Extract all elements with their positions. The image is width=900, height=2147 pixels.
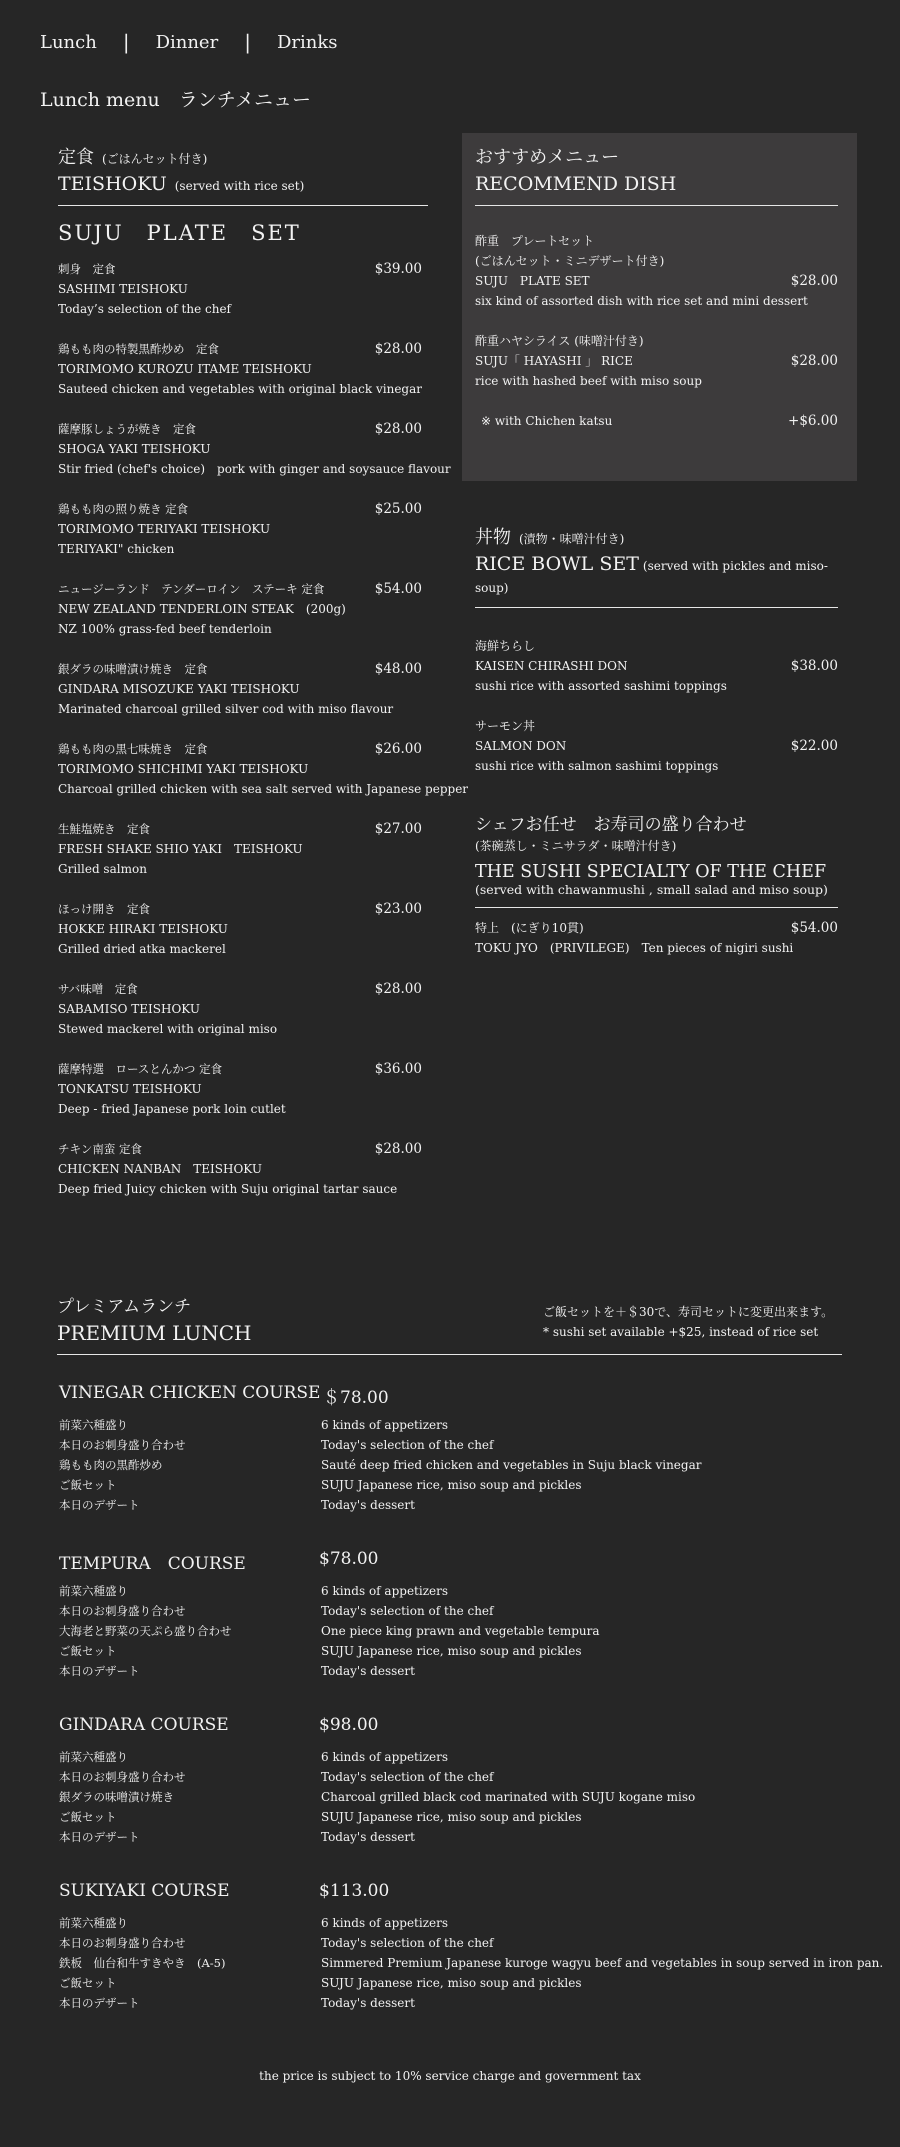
course-item-jp: 本日のお刺身盛り合わせ [59,1770,186,1784]
item-en-name: TONKATSU TEISHOKU [58,1082,202,1096]
teishoku-en-title: TEISHOKU [58,173,167,195]
item-jp-name: 酢重 プレートセット [475,234,595,248]
course-item-jp: ご飯セット [59,1976,117,1990]
course-item-jp: 前菜六種盛り [59,1584,128,1598]
section-title-jp [58,143,428,169]
item-en-name: SALMON DON [475,739,567,753]
premium-en-title: PREMIUM LUNCH [57,1321,252,1345]
item-en-name: KAISEN CHIRASHI DON [475,659,628,673]
item-description: sushi rice with assorted sashimi toppings [475,679,727,693]
menu-item [58,1059,428,1119]
item-price: $54.00 [790,920,838,936]
teishoku-list [58,259,469,1199]
sushi-section [475,810,838,958]
course-item-en: One piece king prawn and vegetable tempura [321,1624,600,1638]
teishoku-section [58,143,469,1199]
divider [57,1354,842,1355]
item-jp-name: チキン南蛮 定食 [58,1142,143,1156]
item-description: Marinated charcoal grilled silver cod with miso flavour [58,702,394,716]
course-price: ＄78.00 [323,1388,389,1408]
item-price: $39.00 [374,261,422,277]
teishoku-en-subtitle: (served with rice set) [174,179,305,193]
course-item-en: SUJU Japanese rice, miso soup and pickles [321,1810,582,1824]
course-price: $98.00 [319,1715,379,1735]
course-block [57,1881,884,2013]
course-row [59,1581,842,1601]
course-block [57,1549,842,1681]
nav-separator: | [122,30,130,54]
menu-item [58,979,428,1039]
menu-item [475,918,838,958]
item-description: rice with hashed beef with miso soup [475,374,702,388]
item-jp-name: ニュージーランド テンダーロイン ステーキ 定食 [58,582,325,596]
item-jp-name: 鶏もも肉の黒七味焼き 定食 [58,742,208,756]
addon-item [475,411,838,431]
course-header [59,1715,842,1741]
item-en-name: FRESH SHAKE SHIO YAKI TEISHOKU [58,842,303,856]
teishoku-jp-title: 定食 [58,147,94,168]
course-row [59,1415,842,1435]
course-item-en: Today's dessert [321,1498,415,1512]
recommend-panel [462,133,857,481]
item-en-name: TORIMOMO TERIYAKI TEISHOKU [58,522,271,536]
item-description: Stewed mackerel with original miso [58,1022,278,1036]
item-price: $28.00 [790,353,838,369]
item-jp-name: 薩摩豚しょうが焼き 定食 [58,422,196,436]
course-item-en: Today's dessert [321,1996,415,2010]
ricebowl-section [475,523,838,776]
course-item-en: 6 kinds of appetizers [321,1418,449,1432]
plate-title: SUJU PLATE SET [58,221,301,245]
item-en-name: SUJU PLATE SET [475,274,590,288]
item-description: Deep - fried Japanese pork loin cutlet [58,1102,286,1116]
course-row [59,1933,842,1953]
sushi-jp-subtitle: (茶碗蒸し・ミニサラダ・味噌汁付き) [475,839,677,853]
menu-item [475,716,838,776]
item-price: $28.00 [374,1141,422,1157]
course-row [59,1993,842,2013]
premium-jp-title: プレミアムランチ [57,1297,192,1317]
item-price: $23.00 [374,901,422,917]
item-jp-name: ほっけ開き 定食 [58,902,150,916]
nav-lunch[interactable]: Lunch [40,31,97,53]
course-item-en: 6 kinds of appetizers [321,1916,449,1930]
item-price: $28.00 [790,273,838,289]
course-item-en: 6 kinds of appetizers [321,1584,449,1598]
course-row [59,1807,842,1827]
divider [58,205,428,206]
menu-item [58,1139,428,1199]
course-row [59,1913,842,1933]
item-jp-name: 鶏もも肉の照り焼き 定食 [58,502,189,516]
course-item-en: Today's selection of the chef [321,1770,494,1784]
sushi-en-title: THE SUSHI SPECIALTY OF THE CHEF [475,862,827,882]
item-jp-name: サーモン丼 [475,719,536,733]
course-name: SUKIYAKI COURSE [59,1881,230,1901]
item-price: $26.00 [374,741,422,757]
course-name: VINEGAR CHICKEN COURSE [59,1383,321,1403]
course-item-en: SUJU Japanese rice, miso soup and pickles [321,1478,582,1492]
course-row [59,1641,842,1661]
course-row [59,1601,842,1621]
menu-item [58,819,428,879]
course-items [59,1581,842,1681]
item-description: TERIYAKI" chicken [58,542,175,556]
course-item-en: Simmered Premium Japanese kuroge wagyu beef and vegetables in soup served in iron pan. [321,1956,884,1970]
item-jp-name: 海鮮ちらし [475,639,536,653]
course-row [59,1495,842,1515]
item-description: sushi rice with salmon sashimi toppings [475,759,719,773]
course-row [59,1455,842,1475]
item-jp-name: 特上 (にぎり10貫) [475,921,584,935]
top-nav [40,30,337,54]
course-header [59,1549,842,1575]
item-description: NZ 100% grass-fed beef tenderloin [58,622,272,636]
course-item-en: Charcoal grilled black cod marinated with SUJU kogane miso [321,1790,696,1804]
course-row [59,1435,842,1455]
item-en-name: GINDARA MISOZUKE YAKI TEISHOKU [58,682,300,696]
item-price: $36.00 [374,1061,422,1077]
nav-separator: | [244,30,251,54]
addon-label: ※ with Chichen katsu [481,414,613,428]
ricebowl-jp-subtitle: (漬物・味噌汁付き) [519,532,625,546]
premium-note-jp: ご飯セットを＋＄30で、寿司セットに変更出来ます。 [543,1305,834,1319]
course-item-jp: ご飯セット [59,1810,117,1824]
premium-note [543,1302,833,1342]
course-items [59,1415,842,1515]
premium-section [57,1292,884,2013]
course-row [59,1827,842,1847]
course-item-jp: ご飯セット [59,1644,117,1658]
item-en-name: SASHIMI TEISHOKU [58,282,188,296]
item-en-name: TORIMOMO SHICHIMI YAKI TEISHOKU [58,762,309,776]
course-price: $78.00 [319,1549,379,1569]
menu-item [58,739,469,799]
item-price: $28.00 [374,341,422,357]
item-en-name: HOKKE HIRAKI TEISHOKU [58,922,228,936]
course-name: TEMPURA COURSE [59,1554,246,1574]
section-title-en [475,553,838,597]
course-item-jp: 本日のデザート [59,1830,140,1844]
course-item-en: Today's selection of the chef [321,1604,494,1618]
item-price: $38.00 [790,658,838,674]
section-title-en [58,173,428,195]
course-row [59,1767,842,1787]
course-items [59,1747,842,1847]
item-description: Grilled dried atka mackerel [58,942,226,956]
course-row [59,1787,842,1807]
course-item-jp: 前菜六種盛り [59,1418,128,1432]
course-item-en: Sauté deep fried chicken and vegetables in Suju black vinegar [321,1458,702,1472]
course-name: GINDARA COURSE [59,1715,229,1735]
item-price: $27.00 [374,821,422,837]
item-description: Today’s selection of the chef [58,302,231,316]
item-price: $28.00 [374,421,422,437]
ricebowl-jp-title: 丼物 [475,527,511,548]
course-row [59,1747,842,1767]
course-item-jp: 鉄板 仙台和牛すきやき (A-5) [59,1956,226,1970]
item-description: six kind of assorted dish with rice set and mini dessert [475,294,808,308]
premium-note-en: * sushi set available +$25, instead of rice set [543,1325,819,1339]
course-item-jp: 本日のお刺身盛り合わせ [59,1438,186,1452]
menu-item [58,339,428,399]
menu-item [58,579,428,639]
item-price: $25.00 [374,501,422,517]
ricebowl-en-title: RICE BOWL SET [475,553,639,575]
item-description: Sauteed chicken and vegetables with original black vinegar [58,382,422,396]
menu-item [58,419,451,479]
course-row [59,1475,842,1495]
menu-item [475,636,838,696]
item-en-name: SUJU「 HAYASHI 」 RICE [475,354,633,368]
divider [475,205,838,206]
course-header [59,1383,842,1409]
item-en-row [475,656,838,676]
item-jp-name: 生鮭塩焼き 定食 [58,822,150,836]
course-row [59,1621,842,1641]
course-block [57,1383,842,1515]
course-item-jp: 前菜六種盛り [59,1916,128,1930]
item-description: Charcoal grilled chicken with sea salt served with Japanese pepper [58,782,469,796]
course-item-jp: 鶏もも肉の黒酢炒め [59,1458,163,1472]
course-item-jp: 本日のデザート [59,1498,140,1512]
course-item-en: SUJU Japanese rice, miso soup and pickles [321,1644,582,1658]
item-en-name: CHICKEN NANBAN TEISHOKU [58,1162,262,1176]
item-price: $28.00 [374,981,422,997]
item-en-name: TORIMOMO KUROZU ITAME TEISHOKU [58,362,312,376]
course-row [59,1953,884,1973]
course-item-en: 6 kinds of appetizers [321,1750,449,1764]
course-row [59,1973,842,1993]
item-jp-name: 酢重ハヤシライス (味噌汁付き) [475,334,644,348]
course-item-en: Today's dessert [321,1664,415,1678]
menu-item [58,659,428,719]
item-jp-name: 鶏もも肉の特製黒酢炒め 定食 [58,342,219,356]
course-items [59,1913,884,2013]
footer-note: the price is subject to 10% service charge and government tax [259,2069,641,2083]
nav-drinks[interactable]: Drinks [276,31,338,53]
section-title-jp [475,523,838,549]
course-item-jp: 前菜六種盛り [59,1750,128,1764]
course-item-jp: 銀ダラの味噌漬け焼き [59,1790,174,1804]
menu-item [475,231,838,311]
sushi-jp-title: シェフお任せ お寿司の盛り合わせ [475,815,747,835]
recommend-en-title: RECOMMEND DISH [475,173,677,195]
course-item-jp: ご飯セット [59,1478,117,1492]
course-item-jp: 大海老と野菜の天ぷら盛り合わせ [59,1624,232,1638]
course-row [59,1661,842,1681]
menu-item [475,331,838,391]
item-jp-name: 刺身 定食 [58,262,116,276]
item-price: $48.00 [374,661,422,677]
addon-price: +$6.00 [788,413,838,429]
item-en-name: NEW ZEALAND TENDERLOIN STEAK (200g) [58,602,346,616]
item-en-name: TOKU JYO (PRIVILEGE) Ten pieces of nigiri sushi [475,941,794,955]
course-item-en: SUJU Japanese rice, miso soup and pickles [321,1976,582,1990]
nav-dinner[interactable]: Dinner [155,31,219,53]
course-item-en: Today's selection of the chef [321,1936,494,1950]
item-jp-name: 薩摩特選 ロースとんかつ 定食 [58,1062,223,1076]
page-title: Lunch menu ランチメニュー [40,89,311,111]
course-header [59,1881,842,1907]
item-description: Stir fried (chef's choice) pork with ginger and soysauce flavour [58,462,451,476]
item-en-name: SHOGA YAKI TEISHOKU [58,442,211,456]
course-item-jp: 本日のお刺身盛り合わせ [59,1936,186,1950]
course-item-en: Today's selection of the chef [321,1438,494,1452]
item-jp-name: 銀ダラの味噌漬け焼き 定食 [58,662,208,676]
menu-item [58,259,428,319]
course-price: $113.00 [319,1881,390,1901]
ricebowl-en-subtitle: (served with pickles and miso-soup) [475,559,828,595]
course-item-jp: 本日のデザート [59,1996,140,2010]
item-jp-note: (ごはんセット・ミニデザート付き) [475,254,665,268]
course-block [57,1715,842,1847]
sushi-en-subtitle: (served with chawanmushi , small salad and miso soup) [475,882,828,897]
course-item-jp: 本日のお刺身盛り合わせ [59,1604,186,1618]
menu-item [58,499,428,559]
item-description: Deep fried Juicy chicken with Suju original tartar sauce [58,1182,398,1196]
course-item-jp: 本日のデザート [59,1664,140,1678]
item-description: Grilled salmon [58,862,147,876]
item-jp-name: サバ味噌 定食 [58,982,138,996]
teishoku-jp-subtitle: (ごはんセット付き) [102,152,208,166]
course-list [57,1383,884,2013]
divider [475,907,838,908]
ricebowl-list [475,636,838,776]
course-item-en: Today's dessert [321,1830,415,1844]
item-en-row [475,736,838,756]
menu-item [58,899,428,959]
divider [475,607,838,608]
item-price: $54.00 [374,581,422,597]
item-price: $22.00 [790,738,838,754]
item-en-name: SABAMISO TEISHOKU [58,1002,200,1016]
recommend-jp-title: おすすめメニュー [475,147,620,168]
